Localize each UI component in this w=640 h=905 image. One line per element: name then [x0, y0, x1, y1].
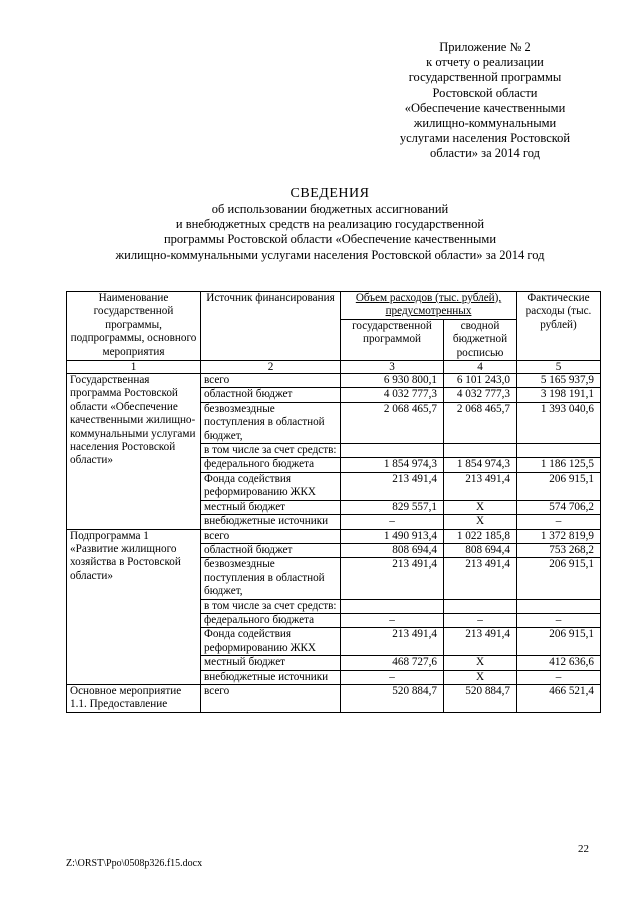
budget-cell: X — [444, 515, 517, 529]
header-state-program: государственной программой — [341, 319, 444, 360]
actual-cell: – — [517, 613, 601, 627]
header-budget-list: сводной бюджетной росписью — [444, 319, 517, 360]
source-cell: федерального бюджета — [201, 613, 341, 627]
column-number-row — [67, 361, 601, 374]
actual-cell: 1 372 819,9 — [517, 529, 601, 543]
budget-cell: 4 032 777,3 — [444, 388, 517, 402]
actual-cell: 206 915,1 — [517, 628, 601, 656]
actual-cell: 574 706,2 — [517, 500, 601, 514]
title-line: программы Ростовской области «Обеспечение качественными — [163, 232, 497, 247]
appendix-line: государственной программы — [408, 70, 562, 85]
appendix-line: области» за 2014 год — [430, 146, 540, 161]
budget-cell: 213 491,4 — [444, 558, 517, 599]
actual-cell: 1 186 125,5 — [517, 458, 601, 472]
planned-cell — [341, 444, 444, 458]
header-name: Наименование государственной программы, подпрограммы, основного мероприятия — [67, 292, 201, 361]
source-cell: Фонда содействия реформированию ЖКХ — [201, 472, 341, 500]
source-cell: всего — [201, 529, 341, 543]
planned-cell: 1 854 974,3 — [341, 458, 444, 472]
planned-cell: – — [341, 613, 444, 627]
actual-cell: 206 915,1 — [517, 558, 601, 599]
appendix-line: услугами населения Ростовской — [399, 131, 571, 146]
planned-cell: 2 068 465,7 — [341, 402, 444, 443]
planned-cell: 4 032 777,3 — [341, 388, 444, 402]
title-heading: СВЕДЕНИЯ — [290, 186, 370, 201]
appendix-line: жилищно-коммунальными — [413, 116, 557, 131]
document-title — [40, 186, 620, 263]
budget-cell: X — [444, 670, 517, 684]
actual-cell: – — [517, 670, 601, 684]
budget-cell — [444, 444, 517, 458]
budget-cell: X — [444, 656, 517, 670]
page-number: 22 — [578, 843, 589, 855]
actual-cell: 753 268,2 — [517, 543, 601, 557]
actual-cell: 206 915,1 — [517, 472, 601, 500]
planned-cell: 213 491,4 — [341, 628, 444, 656]
planned-cell: 1 490 913,4 — [341, 529, 444, 543]
source-cell: Фонда содействия реформированию ЖКХ — [201, 628, 341, 656]
actual-cell: 466 521,4 — [517, 684, 601, 712]
planned-cell: – — [341, 515, 444, 529]
budget-cell: – — [444, 613, 517, 627]
budget-cell: 520 884,7 — [444, 684, 517, 712]
budget-cell: 2 068 465,7 — [444, 402, 517, 443]
budget-cell: 213 491,4 — [444, 628, 517, 656]
source-cell: безвозмездные поступления в областной бюджет, — [201, 402, 341, 443]
column-number: 2 — [201, 361, 341, 374]
column-number: 4 — [444, 361, 517, 374]
planned-cell: – — [341, 670, 444, 684]
budget-cell: 1 854 974,3 — [444, 458, 517, 472]
table-row — [67, 529, 601, 543]
appendix-line: Ростовской области — [432, 85, 538, 100]
source-cell: федерального бюджета — [201, 458, 341, 472]
column-number: 5 — [517, 361, 601, 374]
budget-cell — [444, 599, 517, 613]
row-name-cell: Государственная программа Ростовской области «Обеспечение качественными жилищно-коммунальными услугами населения Ростовской области» — [67, 374, 201, 529]
source-cell: внебюджетные источники — [201, 515, 341, 529]
title-line: и внебюджетных средств на реализацию государственной — [175, 217, 485, 232]
actual-cell — [517, 444, 601, 458]
source-cell: в том числе за счет средств: — [201, 599, 341, 613]
planned-cell: 6 930 800,1 — [341, 374, 444, 388]
planned-cell: 468 727,6 — [341, 656, 444, 670]
source-cell: местный бюджет — [201, 656, 341, 670]
table-header-row — [67, 292, 601, 320]
planned-cell: 808 694,4 — [341, 543, 444, 557]
title-line: жилищно-коммунальными услугами населения Ростовской области» за 2014 год — [115, 247, 545, 262]
column-number: 1 — [67, 361, 201, 374]
header-actual: Фактические расходы (тыс. рублей) — [517, 292, 601, 361]
column-number: 3 — [341, 361, 444, 374]
header-volume: Объем расходов (тыс. рублей), предусмотренных — [341, 292, 517, 320]
planned-cell — [341, 599, 444, 613]
source-cell: областной бюджет — [201, 388, 341, 402]
footer-file-path: Z:\ORST\Ppo\0508p326.f15.docx — [66, 858, 203, 869]
header-source: Источник финансирования — [201, 292, 341, 361]
appendix-line: Приложение № 2 — [439, 40, 531, 54]
budget-cell: 1 022 185,8 — [444, 529, 517, 543]
planned-cell: 213 491,4 — [341, 558, 444, 599]
table-row — [67, 684, 601, 712]
actual-cell: 1 393 040,6 — [517, 402, 601, 443]
row-name-cell: Основное мероприятие 1.1. Предоставление — [67, 684, 201, 712]
actual-cell: 3 198 191,1 — [517, 388, 601, 402]
budget-cell: 213 491,4 — [444, 472, 517, 500]
source-cell: всего — [201, 684, 341, 712]
row-name-cell: Подпрограмма 1 «Развитие жилищного хозяйства в Ростовской области» — [67, 529, 201, 684]
table-row — [67, 374, 601, 388]
source-cell: областной бюджет — [201, 543, 341, 557]
budget-cell: X — [444, 500, 517, 514]
source-cell: внебюджетные источники — [201, 670, 341, 684]
budget-cell: 808 694,4 — [444, 543, 517, 557]
budget-cell: 6 101 243,0 — [444, 374, 517, 388]
source-cell: в том числе за счет средств: — [201, 444, 341, 458]
source-cell: местный бюджет — [201, 500, 341, 514]
appendix-line: «Обеспечение качественными — [404, 100, 566, 115]
appendix-line: к отчету о реализации — [426, 55, 544, 70]
expenses-table — [66, 291, 601, 713]
title-line: об использовании бюджетных ассигнований — [211, 202, 449, 216]
source-cell: безвозмездные поступления в областной бюджет, — [201, 558, 341, 599]
source-cell: всего — [201, 374, 341, 388]
actual-cell — [517, 599, 601, 613]
actual-cell: 5 165 937,9 — [517, 374, 601, 388]
planned-cell: 520 884,7 — [341, 684, 444, 712]
planned-cell: 213 491,4 — [341, 472, 444, 500]
planned-cell: 829 557,1 — [341, 500, 444, 514]
actual-cell: 412 636,6 — [517, 656, 601, 670]
appendix-block — [385, 40, 585, 162]
actual-cell: – — [517, 515, 601, 529]
